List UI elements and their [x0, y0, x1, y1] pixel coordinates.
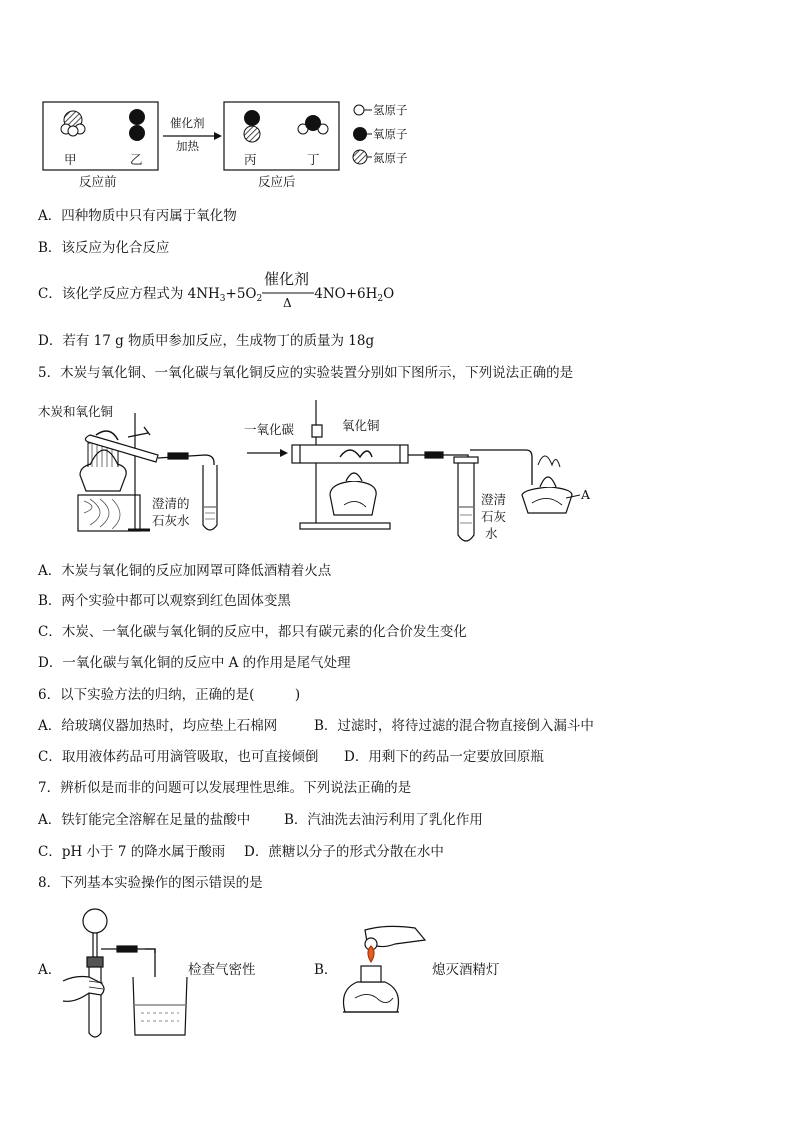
q4-option-c: [38, 285, 394, 308]
fig-left-lime1: 澄清的: [152, 496, 190, 511]
q7-option-d: D．蔗糖以分子的形式分散在水中: [244, 844, 444, 860]
q4-c-sub1: 3: [219, 294, 226, 304]
right-apparatus: [247, 400, 580, 541]
extinguish-lamp-illustration: [335, 920, 445, 1050]
q6-option-d: D．用剩下的药品一定要放回原瓶: [344, 749, 544, 765]
fig-right-co: 一氧化碳: [244, 422, 295, 437]
molecule-bing: [244, 110, 260, 142]
arrow-label-heat: 加热: [176, 139, 199, 153]
q4-option-a: A．四种物质中只有丙属于氧化物: [38, 208, 237, 224]
q4-c-after: 4NO+6H: [314, 286, 378, 302]
legend-hydrogen-label: 氢原子: [373, 103, 408, 117]
fig-right-lime3: 水: [485, 526, 498, 541]
legend-nitrogen-icon: [353, 150, 372, 164]
q4-c-mid: +5O: [225, 286, 257, 302]
q4-c-equation-bar: [262, 292, 322, 296]
fig-right-lime2: 石灰: [481, 509, 507, 524]
q6-option-c: C．取用液体药品可用滴管吸取，也可直接倾倒: [38, 749, 319, 765]
legend-oxygen-icon: [353, 127, 372, 141]
label-bing: 丙: [244, 152, 257, 167]
q7-option-b: B．汽油洗去油污利用了乳化作用: [284, 812, 483, 828]
reaction-diagram-graphics: [0, 0, 794, 200]
q4-c-catalyst: 催化剂: [264, 270, 310, 288]
molecule-ding: [298, 115, 328, 134]
q4-c-delta: Δ: [283, 296, 292, 310]
q8-option-b-letter: B．: [314, 962, 338, 978]
q6-option-b: B．过滤时，将待过滤的混合物直接倒入漏斗中: [314, 718, 594, 734]
legend-nitrogen-label: 氮原子: [373, 151, 408, 165]
label-before: 反应前: [79, 174, 117, 189]
q8-stem: 8．下列基本实验操作的图示错误的是: [38, 875, 263, 891]
fig-right-cuo: 氧化铜: [342, 418, 380, 433]
q8-option-a-letter: A．: [38, 962, 62, 978]
q6-option-a: A．给玻璃仪器加热时，均应垫上石棉网: [38, 718, 278, 734]
molecule-jia: [61, 111, 85, 136]
q4-c-sub2: 2: [256, 294, 263, 304]
after-box: [224, 102, 339, 170]
q6-stem: 6．以下实验方法的归纳，正确的是( ): [38, 687, 301, 703]
arrow-label-catalyst: 催化剂: [170, 116, 205, 130]
q7-stem: 7．辨析似是而非的问题可以发展理性思维。下列说法正确的是: [38, 780, 412, 796]
label-yi: 乙: [130, 152, 143, 167]
q8-option-b-caption: 熄灭酒精灯: [432, 962, 500, 978]
label-ding: 丁: [307, 152, 320, 167]
left-apparatus: [78, 413, 217, 531]
q4-c-end: O: [383, 286, 395, 302]
q7-option-c: C．pH 小于 7 的降水属于酸雨: [38, 844, 226, 860]
q5-option-c: C．木炭、一氧化碳与氧化铜的反应中，都只有碳元素的化合价发生变化: [38, 624, 467, 640]
legend-hydrogen-icon: [354, 105, 372, 115]
q7-option-a: A．铁钉能完全溶解在足量的盐酸中: [38, 812, 251, 828]
label-after: 反应后: [258, 174, 296, 189]
fig-right-lime1: 澄清: [481, 492, 507, 507]
label-jia: 甲: [64, 152, 77, 167]
q5-option-a: A．木炭与氧化铜的反应加网罩可降低酒精着火点: [38, 563, 332, 579]
q4-option-d: D．若有 17 g 物质甲参加反应，生成物丁的质量为 18g: [38, 333, 375, 349]
q5-option-b: B．两个实验中都可以观察到红色固体变黑: [38, 593, 291, 609]
q5-option-d: D．一氧化碳与氧化铜的反应中 A 的作用是尾气处理: [38, 655, 351, 671]
legend-oxygen-label: 氧原子: [373, 127, 408, 141]
fig-left-title: 木炭和氧化铜: [38, 404, 114, 419]
q5-stem: 5．木炭与氧化铜、一氧化碳与氧化铜反应的实验装置分别如下图所示，下列说法正确的是: [38, 365, 574, 381]
fig-left-lime2: 石灰水: [152, 513, 190, 528]
q4-c-sub3: 2: [377, 294, 384, 304]
q4-option-b: B．该反应为化合反应: [38, 240, 170, 256]
q8-option-a-caption: 检查气密性: [188, 962, 256, 978]
q5-apparatus-graphics: [0, 395, 794, 555]
fig-right-A: A: [581, 487, 591, 502]
molecule-yi: [129, 109, 145, 141]
q4-c-prefix: C．该化学反应方程式为 4NH: [38, 286, 220, 302]
